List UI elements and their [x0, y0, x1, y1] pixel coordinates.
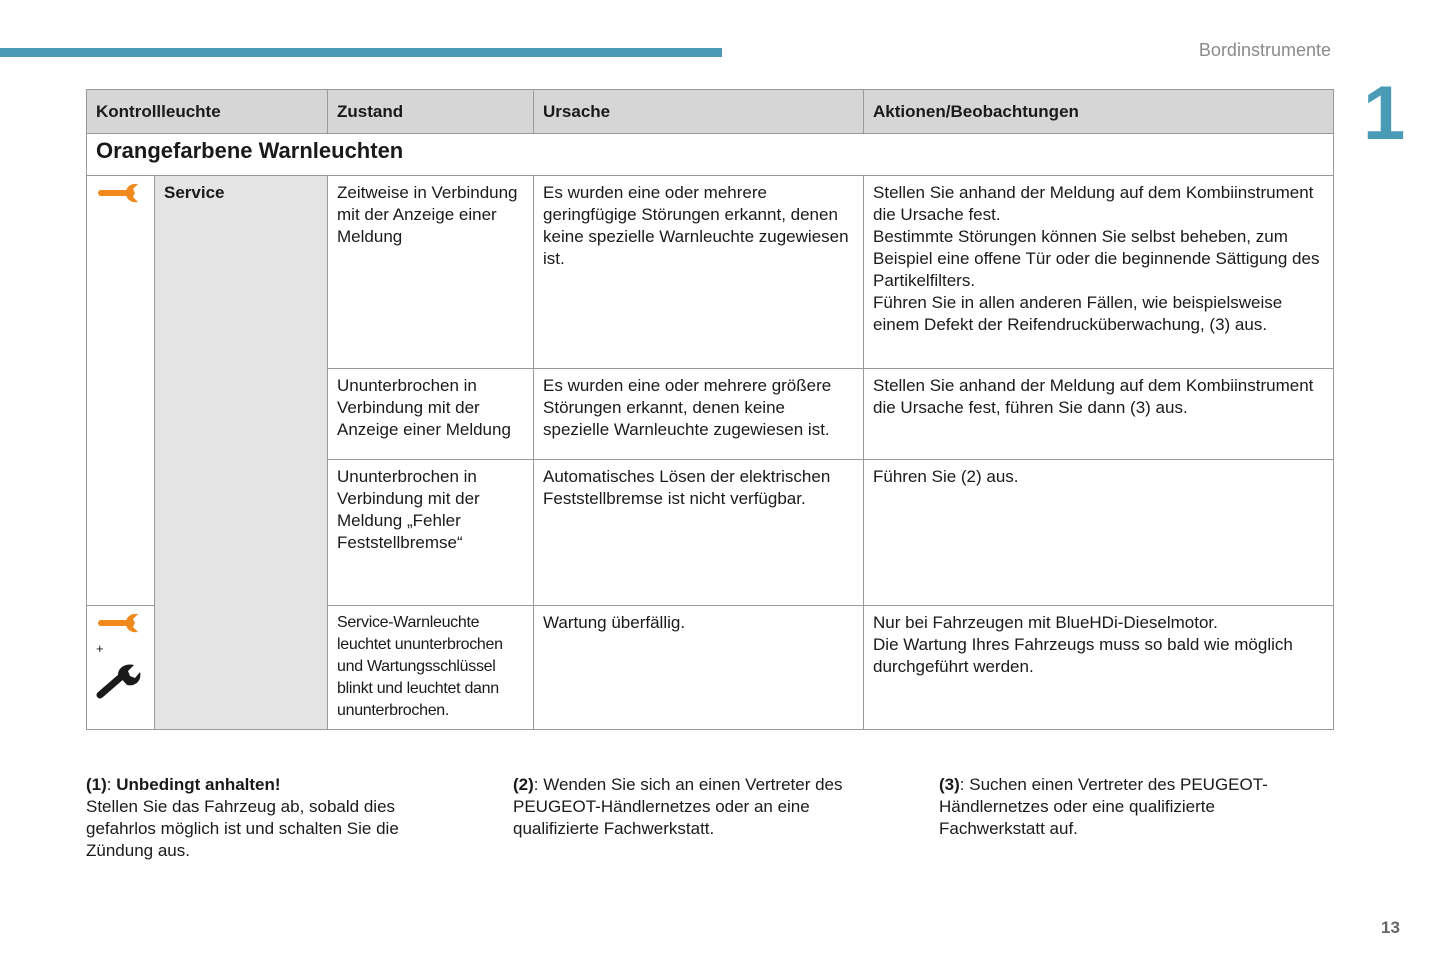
accent-bar	[0, 48, 722, 57]
column-header-zustand: Zustand	[328, 90, 534, 134]
footnote-3: (3): Suchen einen Vertreter des PEUGEOT-Händlernetzes oder eine qualifizierte Fachwerkstatt auf.	[939, 775, 1268, 838]
icon-cell	[87, 176, 155, 606]
aktion-cell: Führen Sie (2) aus.	[864, 460, 1334, 606]
chapter-number: 1	[1363, 71, 1406, 156]
footnote-1: (1): Unbedingt anhalten! Stellen Sie das Fahrzeug ab, sobald dies gefahrlos möglich ist und schalten Sie die Zündung aus.	[86, 775, 399, 860]
footnote-text: Wenden Sie sich an einen Vertreter des PEUGEOT-Händlernetzes oder an eine qualifizierte Fachwerkstatt.	[513, 775, 843, 838]
aktion-cell: Stellen Sie anhand der Meldung auf dem Kombiinstrument die Ursache fest. Bestimmte Störungen können Sie selbst beheben, zum Beispiel eine offene Tür oder die beginnende Sättigung des Partikelfilters. Führen Sie in allen anderen Fällen, wie beispielsweise einem Defekt der Reifendrucküberwachung, (3) aus.	[864, 176, 1334, 369]
ursache-cell: Es wurden eine oder mehrere größere Störungen erkannt, denen keine spezielle Warnleuchte zugewiesen ist.	[534, 369, 864, 460]
warning-lights-table	[86, 89, 1334, 730]
aktion-cell: Stellen Sie anhand der Meldung auf dem Kombiinstrument die Ursache fest, führen Sie dann (3) aus.	[864, 369, 1334, 460]
footnote-2: (2): Wenden Sie sich an einen Vertreter des PEUGEOT-Händlernetzes oder an eine qualifizierte Fachwerkstatt.	[513, 775, 843, 838]
orange-wrench-icon	[96, 612, 144, 634]
footnote-label: (2)	[513, 775, 534, 794]
footnote-text: Stellen Sie das Fahrzeug ab, sobald dies gefahrlos möglich ist und schalten Sie die Zündung aus.	[86, 797, 399, 860]
aktion-cell: Nur bei Fahrzeugen mit BlueHDi-Dieselmotor. Die Wartung Ihres Fahrzeugs muss so bald wie möglich durchgeführt werden.	[864, 606, 1334, 730]
footnote-label: (1)	[86, 775, 107, 794]
footnote-text: Suchen einen Vertreter des PEUGEOT-Händlernetzes oder eine qualifizierte Fachwerkstatt auf.	[939, 775, 1268, 838]
zustand-cell: Ununterbrochen in Verbindung mit der Meldung „Fehler Feststellbremse“	[328, 460, 534, 606]
page-number: 13	[1381, 918, 1400, 937]
footnote-label: (3)	[939, 775, 960, 794]
orange-wrench-icon	[96, 182, 144, 204]
zustand-cell: Ununterbrochen in Verbindung mit der Anzeige einer Meldung	[328, 369, 534, 460]
table-header-row	[87, 90, 1334, 134]
column-header-aktionen: Aktionen/Beobachtungen	[864, 90, 1334, 134]
icon-cell	[87, 606, 155, 730]
ursache-cell: Wartung überfällig.	[534, 606, 864, 730]
black-wrench-icon	[96, 662, 142, 700]
table-row	[87, 176, 1334, 369]
footnotes	[86, 774, 1333, 874]
zustand-cell: Service-Warnleuchte leuchtet ununterbrochen und Wartungsschlüssel blinkt und leuchtet dann ununterbrochen.	[328, 606, 534, 730]
zustand-cell: Zeitweise in Verbindung mit der Anzeige einer Meldung	[328, 176, 534, 369]
section-title: Orangefarbene Warnleuchten	[87, 134, 1334, 176]
column-header-ursache: Ursache	[534, 90, 864, 134]
ursache-cell: Es wurden eine oder mehrere geringfügige Störungen erkannt, denen keine spezielle Warnleuchte zugewiesen ist.	[534, 176, 864, 369]
column-header-kontrollleuchte: Kontrollleuchte	[87, 90, 328, 134]
footnote-bold-text: Unbedingt anhalten!	[116, 775, 281, 794]
light-name: Service	[155, 176, 328, 730]
section-row	[87, 134, 1334, 176]
running-head: Bordinstrumente	[1198, 40, 1331, 60]
ursache-cell: Automatisches Lösen der elektrischen Feststellbremse ist nicht verfügbar.	[534, 460, 864, 606]
plus-sign: +	[96, 641, 104, 656]
